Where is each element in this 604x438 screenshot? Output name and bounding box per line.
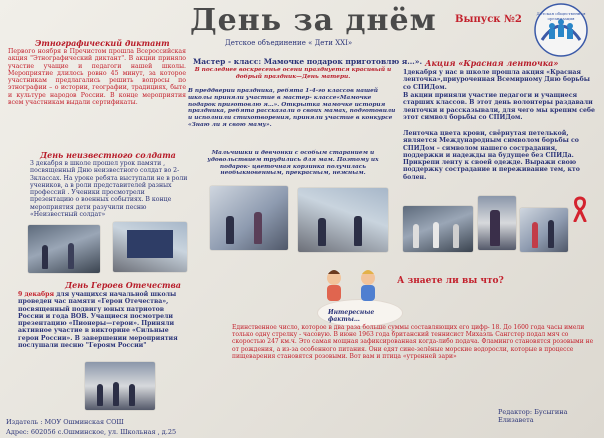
master-text: В преддверии праздника, ребята 1-4-го классов нашей школы приняли участие в мастер- классе«Мамочке подарок приготовлю я…». Открытка мамочке история праздника, ребята рассказали о своих мамах, подготовили и исполнили стихотворения, приняли участие в конкурсе «Знаю ли я свою маму». [188, 88, 396, 128]
ethno-heading: Этнографический диктант [35, 38, 170, 48]
ribbon-photo-2 [478, 196, 516, 250]
editor: Редактор: Бусыгина Елизавета [498, 408, 568, 424]
soldier-heading: День неизвестного солдата [40, 150, 176, 160]
master-text-2: Мальчишки и девчонки с особым старанием и удовольствием трудились для мам. Поэтому их подарок- цветочная корзинка получилась необыкновенным, прекрасным, нежным. [207, 150, 379, 177]
ribbon-heading: Акция «Красная ленточка» [425, 58, 559, 68]
address: Адрес: 602056 с.Ошминское, ул. Школьная , д.25 [6, 428, 177, 436]
ribbon-photo-3 [520, 208, 568, 252]
ribbon-text-2: В акции приняли участие педагоги и учащиеся старших классов. В этот день волонтеры раздавали ленточки и рассказывали, для чего мы крепим себе этот символ борьбы со СПИДом. [403, 92, 595, 121]
ribbon-text: 1декабря у нас в школе прошла акция «Красная ленточка»,приуроченная Всемирному Дню борьбы со СПИДом. [403, 69, 590, 91]
ribbon-photo-1 [403, 206, 473, 252]
heroes-photo [85, 362, 155, 410]
ethno-text: Первого ноября в Пречистом прошла Всероссийская акция "Этнографический диктант". В акции приняло участие учащие и педагоги нашей школы. Мероприятие длилось ровно 45 минут, за которое участникам предлагались решить вопросы по этнографии – о истории, географии, традициях, быте и культуре народов России. В конце мероприятия всем участникам выдали сертификаты. [8, 48, 186, 107]
logo-text: Детская общественная организация [536, 11, 586, 21]
soldier-photo-2 [113, 222, 187, 272]
soldier-text: 3 декабря в школе прошел урок памяти , посвященный Дню неизвестного солдат во 2-3классах. На уроке ребята выступали не в роли учеников, а в роли представителей разных профессий . Ученики просмотрели презентацию о военных событиях. В конце мероприятия дети разучили песню «Неизвестный солдат» [30, 160, 188, 219]
heroes-heading: День Героев Отечества [65, 280, 181, 290]
heroes-body: для учащихся начальной школы проведен час памяти «Герои Отечества», посвященный подвигу юных патриотов России и года ВОВ. Учащиеся посмотрели презентацию «Пионеры—герои». Приняли активное участие в викторине «Сильные герои России». В завершении мероприятия послушали песню "Героям России" [18, 291, 178, 350]
soldier-photo-1 [28, 225, 100, 273]
red-ribbon-icon [572, 196, 588, 222]
master-photo-2 [298, 188, 388, 252]
master-photo-1 [210, 186, 288, 250]
heroes-date: 9 декабря [18, 291, 55, 298]
facts-question: А знаете ли вы что? [397, 276, 504, 286]
facts-text: Единственное число, которое в два раза больше суммы составляющих его цифр- 18. До 1600 года часы имели только одну стрелку - часовую. В июне 1963 года британский теннисист Михаэль Сангстер подал мяч со скоростью 247 км.ч. Это самая мощная зафиксированная когда-либо подача. Фламинго становятся розовыми не от рождения, а из-за особенного питания. Они едят сине-зелёные морские водоросли, которые в процессе пищеварения становятся розовыми. Вот вам и птица «утренней зари» [232, 324, 594, 360]
master-heading: Мастер - класс: Мамочке подарок приготовлю я…». [193, 57, 423, 66]
page-title: День за днём [190, 3, 437, 38]
publisher: Издатель : МОУ Ошминская СОШ [6, 418, 124, 426]
master-intro: В последнее воскресенье осени празднуется красивый и добрый праздник—День матери. [194, 67, 392, 80]
facts-badge-text: Интересные факты… [328, 309, 375, 323]
org-name: Детское объединение « Дети XXI» [225, 39, 353, 47]
heroes-text [18, 291, 190, 349]
issue-number: Выпуск №2 [455, 14, 522, 25]
ribbon-text-3: Ленточка цвета крови, свёрнутая петелькой, является Международным символом борьбы со СПИДом – символом нашего сострадания, поддержки и надежды на будущее без СПИДа. Прикрепи ленту к своей одежде. Выражи свою поддержку сострадание и переживание тем, кто болен. [403, 130, 580, 181]
kids-illustration [316, 264, 388, 304]
